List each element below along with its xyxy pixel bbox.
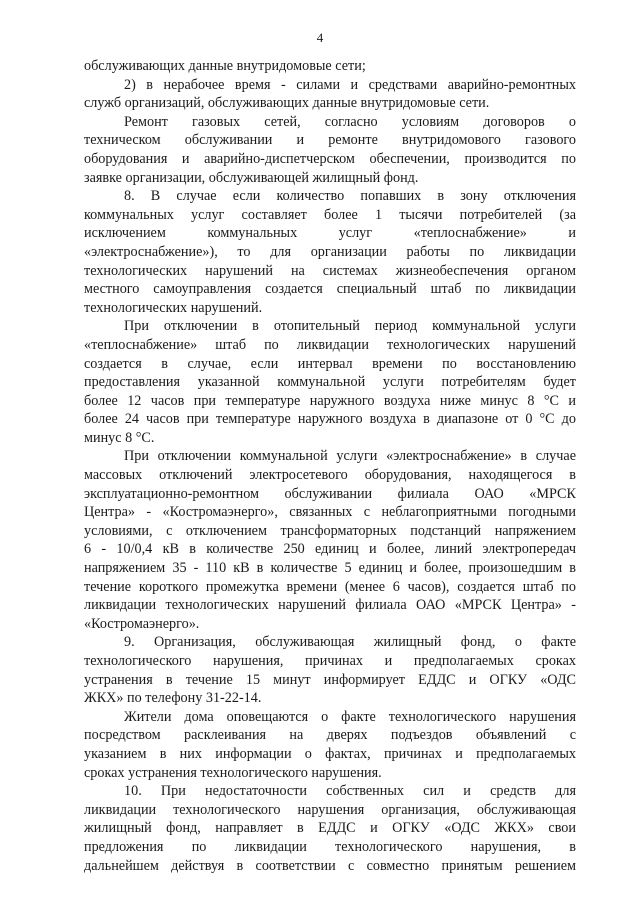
- text-line: жилищный фонд, направляет в ЕДДС и ОГКУ «ОДС ЖКХ» свои: [84, 820, 576, 837]
- text-line: предложения по ликвидации технологического нарушения, в: [84, 838, 576, 855]
- paragraph: [84, 113, 576, 187]
- text-line: При отключении коммунальной услуги «электроснабжение» в случае: [124, 448, 576, 465]
- paragraph: [84, 782, 576, 875]
- text-line: Ремонт газовых сетей, согласно условиям договоров о: [124, 113, 576, 130]
- text-line: сроках устранения технологического нарушения.: [84, 764, 382, 781]
- text-line: ЖКХ» по телефону 31-22-14.: [84, 690, 262, 707]
- text-line: 9. Организация, обслуживающая жилищный фонд, о факте: [124, 634, 576, 651]
- paragraph: [84, 708, 576, 782]
- text-line: более 24 часов при температуре наружного воздуха в диапазоне от 0 °С до: [84, 411, 576, 428]
- text-line: предоставления указанной коммунальной услуги потребителям будет: [84, 374, 576, 391]
- text-line: технологических нарушений.: [84, 299, 263, 316]
- text-line: ликвидации технологических нарушений филиала ОАО «МРСК Центра» -: [84, 597, 576, 614]
- text-line: оборудования и аварийно-диспетчерском обеспечении, производится по: [84, 150, 576, 167]
- text-line: местного самоуправления создается специальный штаб по ликвидации: [84, 281, 576, 298]
- text-line: эксплуатационно-ремонтном обслуживании филиала ОАО «МРСК: [84, 485, 576, 502]
- text-line: заявке организации, обслуживающей жилищный фонд.: [84, 169, 419, 186]
- text-line: посредством расклеивания на дверях подъездов объявлений с: [84, 727, 576, 744]
- paragraph: [84, 76, 576, 113]
- text-line: Жители дома оповещаются о факте технологического нарушения: [124, 708, 576, 725]
- text-line: служб организаций, обслуживающих данные внутридомовые сети.: [84, 95, 490, 112]
- text-line: обслуживающих данные внутридомовые сети;: [84, 58, 366, 74]
- text-line: течение короткого промежутка времени (менее 6 часов), создается штаб по: [84, 578, 576, 595]
- text-line: При отключении в отопительный период коммунальной услуги: [124, 318, 576, 335]
- text-line: Центра» - «Костромаэнерго», связанных с неблагоприятными погодными: [84, 504, 576, 521]
- text-line: массовых отключений электросетевого оборудования, находящегося в: [84, 467, 576, 484]
- text-line: 6 - 10/0,4 кВ в количестве 250 единиц и более, линий электропередач: [84, 541, 576, 558]
- text-line: устранения в течение 15 минут информирует ЕДДС и ОГКУ «ОДС: [84, 671, 576, 688]
- text-line: техническом обслуживании и ремонте внутридомового газового: [84, 132, 576, 149]
- text-line: дальнейшем действуя в соответствии с совместно принятым решением: [84, 857, 576, 874]
- paragraph: [84, 633, 576, 707]
- text-line: напряжением 35 - 110 кВ в количестве 5 единиц и более, произошедшим в: [84, 560, 576, 577]
- text-line: более 12 часов при температуре наружного воздуха ниже минус 8 °С и: [84, 392, 576, 409]
- text-line: ликвидации технологического нарушения организация, обслуживающая: [84, 801, 576, 818]
- text-line: коммунальных услуг составляет более 1 тысячи потребителей (за: [84, 206, 576, 223]
- text-line: создается в случае, если интервал времени по восстановлению: [84, 355, 576, 372]
- paragraph: [84, 447, 576, 633]
- paragraph: [84, 187, 576, 317]
- text-line: технологических нарушений на системах жизнеобеспечения органом: [84, 262, 576, 279]
- text-line: 8. В случае если количество попавших в зону отключения: [124, 188, 576, 205]
- page-number: 4: [316, 30, 324, 45]
- document-body: [84, 57, 576, 875]
- text-line: технологического нарушения, причинах и предполагаемых сроках: [84, 653, 576, 669]
- text-line: «теплоснабжение» штаб по ликвидации технологических нарушений: [84, 336, 576, 353]
- text-line: исключением коммунальных услуг «теплоснабжение» и: [84, 225, 576, 242]
- paragraph: [84, 57, 576, 76]
- text-line: «Костромаэнерго».: [84, 615, 200, 632]
- text-line: минус 8 °С.: [84, 429, 155, 446]
- text-line: указанием в них информации о фактах, причинах и предполагаемых: [84, 745, 576, 762]
- text-line: 10. При недостаточности собственных сил и средств для: [124, 783, 576, 800]
- text-line: 2) в нерабочее время - силами и средствами аварийно-ремонтных: [124, 76, 576, 93]
- text-line: «электроснабжение»), то для организации работы по ликвидации: [84, 243, 576, 260]
- text-line: условиями, с отключением трансформаторных подстанций напряжением: [84, 522, 576, 539]
- paragraph: [84, 317, 576, 447]
